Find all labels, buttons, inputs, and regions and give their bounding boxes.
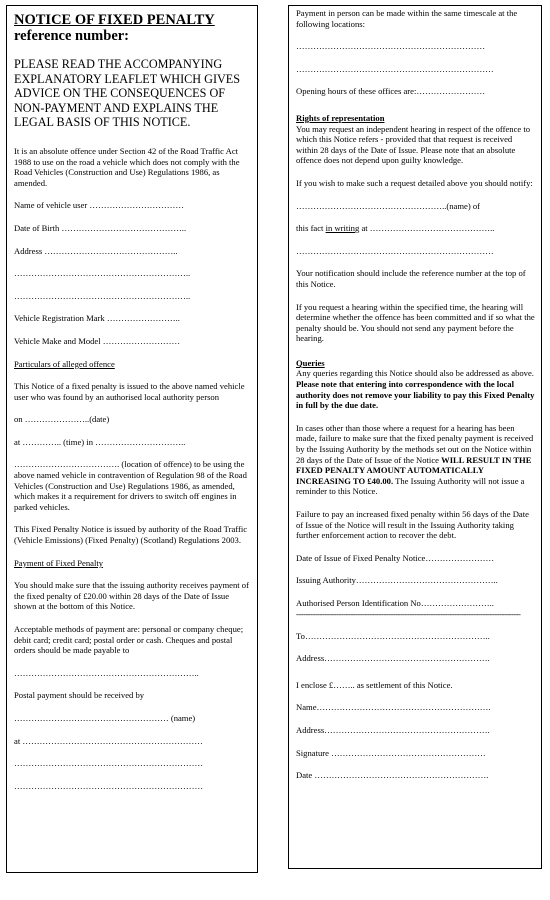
notify-address-field[interactable]	[296, 223, 535, 234]
fact-suffix: at ……………………………………..	[361, 223, 495, 234]
increase-warning: WILL RESULT IN THE FIXED PENALTY AMOUNT AUTOMATICALLY INCREASING TO £40.00.	[296, 454, 532, 486]
authority-statement: This Fixed Penalty Notice is issued by authority of the Road Traffic (Vehicle Emissions) (Fixed Penalty) (Scotland) Regulations 2003.	[14, 524, 248, 546]
authorised-person-id-field[interactable]: Authorised Person Identification No……………………..	[296, 597, 494, 608]
payment-heading: Payment of Fixed Penalty	[14, 557, 104, 568]
payment-text: You should make sure that the issuing authority receives payment of the fixed penalty of £20.00 within 28 days of the Date of Issue shown at the bottom of this Notice.	[14, 580, 249, 612]
offence-statement: It is an absolute offence under Section 42 of the Road Traffic Act 1988 to use on the road a vehicle which does not comply with the Road Vehicles (Construction and Use) Regulations 1986, as amended.	[14, 145, 240, 188]
in-person-payment-text: Payment in person can be made within the same timescale at the following locations:	[296, 8, 518, 29]
vehicle-registration-field[interactable]: Vehicle Registration Mark ……………………..	[14, 313, 180, 324]
queries-bold: Please note that entering into correspondence with the local authority does not remove your liability to pay this Fixed Penalty in full by the due date.	[296, 379, 535, 411]
payslip-address-field[interactable]: Address………………………………………………….	[296, 653, 490, 664]
rights-heading: Rights of representation	[296, 112, 385, 123]
address-line-3[interactable]: ……………………………………………………..	[14, 290, 191, 301]
enforcement-text: Failure to pay an increased fixed penalty within 56 days of the Date of Issue of the Notice will result in the Issuing Authority taking further enforcement action to recover the debt.	[296, 509, 529, 541]
notice-back-panel	[288, 5, 542, 869]
date-of-birth-field[interactable]: Date of Birth ……………………………………..	[14, 222, 187, 233]
date-field[interactable]: Date …………………………………………………….	[296, 770, 489, 781]
notify-request-text: If you wish to make such a request detailed above you should notify:	[296, 177, 533, 188]
notice-front-panel	[6, 5, 258, 873]
issuing-authority-field[interactable]: Issuing Authority…………………………………………..	[296, 575, 498, 586]
address-field[interactable]: Address ………………………………………..	[14, 245, 178, 256]
include-reference-text: Your notification should include the reference number at the top of this Notice.	[296, 268, 526, 289]
queries-plain: Any queries regarding this Notice should also be addressed as above.	[296, 368, 534, 379]
postal-payment-text: Postal payment should be received by	[14, 690, 145, 701]
enclose-amount-field[interactable]: I enclose £…….. as settlement of this Notice.	[296, 679, 453, 690]
notice-title: NOTICE OF FIXED PENALTY	[14, 12, 215, 28]
postal-address-field[interactable]: at ………………………………………………………	[14, 735, 203, 746]
no-reminder-text: The Issuing Authority will not issue a reminder to this Notice.	[296, 475, 525, 497]
particulars-heading: Particulars of alleged offence	[14, 358, 115, 369]
explanatory-leaflet-warning: PLEASE READ THE ACCOMPANYING EXPLANATORY LEAFLET WHICH GIVES ADVICE ON THE CONSEQUENCES OF NON-PAYMENT AND EXPLAINS THE LEGAL BASIS OF THIS NOTICE.	[14, 57, 241, 130]
hearing-text: If you request a hearing within the specified time, the hearing will determine whether the offence has been committed and if so what the penalty should be. You should not send any payment before the hearing.	[296, 301, 535, 344]
payable-to-field[interactable]: ………………………………………………………..	[14, 667, 199, 678]
address-line-2[interactable]: ……………………………………………………..	[14, 268, 191, 279]
offence-date-field[interactable]: on …………………..(date)	[14, 414, 110, 425]
postal-address-line-2[interactable]: …………………………………………………………	[14, 758, 204, 769]
queries-text	[296, 368, 535, 410]
vehicle-make-model-field[interactable]: Vehicle Make and Model ………………………	[14, 335, 181, 346]
in-writing-text: in writing	[325, 223, 360, 234]
particulars-text: This Notice of a fixed penalty is issued to the above named vehicle user who was found by an authorised local authority person	[14, 381, 245, 402]
date-of-issue-field[interactable]: Date of Issue of Fixed Penalty Notice……………………	[296, 552, 495, 563]
opening-hours-field[interactable]: Opening hours of these offices are:……………………	[296, 86, 486, 97]
signature-field[interactable]: Signature ………………………………………………	[296, 747, 486, 758]
offence-time-place-field[interactable]: at ………….. (time) in …………………………..	[14, 436, 186, 447]
reference-number-label: reference number:	[14, 28, 130, 44]
payment-location-line-2[interactable]: ……………………………………………………………	[296, 63, 494, 74]
postal-address-line-3[interactable]: …………………………………………………………	[14, 780, 204, 791]
payment-methods-text: Acceptable methods of payment are: personal or company cheque; debit card; credit card; postal order or cash. Cheques and postal orders should be made payable to	[14, 624, 244, 656]
non-payment-text	[296, 423, 535, 497]
payment-location-line-1[interactable]: …………………………………………………………	[296, 41, 486, 52]
notify-name-field[interactable]: ……………………………………………..(name) of	[296, 200, 481, 211]
payer-name-field[interactable]: Name…………………………………………………….	[296, 702, 491, 713]
notify-address-line-2[interactable]: ……………………………………………………………	[296, 245, 494, 256]
payslip-to-field[interactable]: To………………………………………………………..	[296, 630, 490, 641]
postal-name-field[interactable]: ……………………………………………… (name)	[14, 712, 196, 723]
offence-location-text: ………………………………. (location of offence) to be using the above named vehicle in contravention of Regulation 98 of the Road Vehicles (Construction and Use) Regulations 1986, as amended, which makes it a requirement for drivers to switch off engines in parked vehicles.	[14, 459, 247, 512]
queries-heading: Queries	[296, 357, 325, 368]
cases-plain: In cases other than those where a request for a hearing has been made, failure to make sure that the fixed penalty payment is received by the Issuing Authority by the methods set out on the Notice within 28 days of the Date of Issue of the Notice	[296, 422, 534, 465]
vehicle-user-name-field[interactable]: Name of vehicle user ……………………………	[14, 200, 184, 211]
payer-address-field[interactable]: Address………………………………………………….	[296, 724, 490, 735]
cut-line: -----------------------------------------------------------------------------------------------	[296, 608, 521, 619]
fact-prefix: this fact	[296, 223, 324, 234]
rights-text: You may request an independent hearing in respect of the offence to which this Notice refers - provided that that request is received within 28 days of the Date of Issue. Please note that an absolute offence does not depend upon guilty knowledge.	[296, 123, 531, 166]
